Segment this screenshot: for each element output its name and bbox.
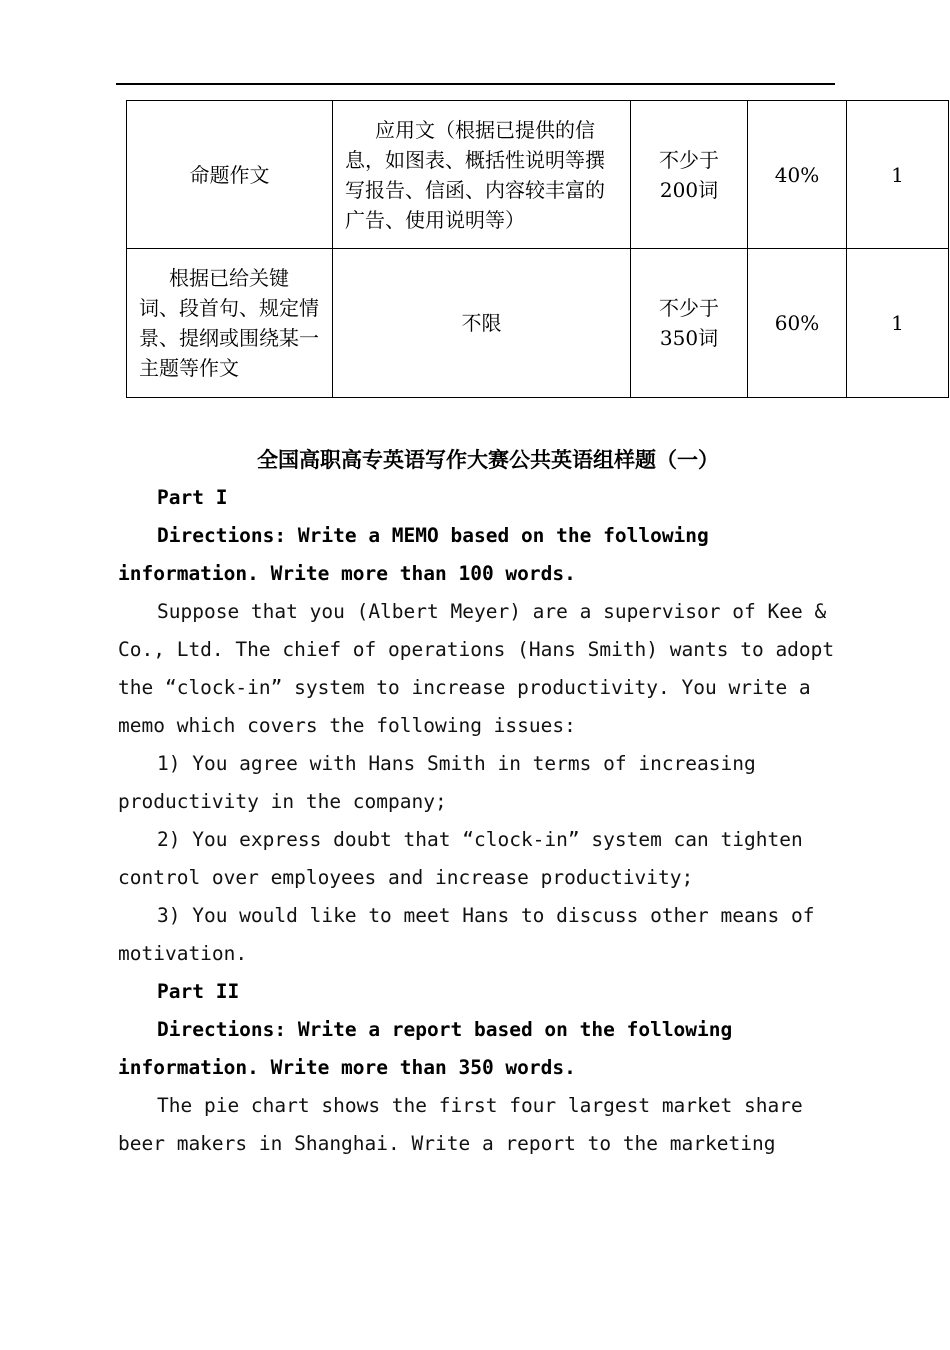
page-title: 全国高职高专英语写作大赛公共英语组样题（一） xyxy=(257,447,719,472)
table-cell-count: 1 xyxy=(847,101,949,249)
table-cell-type: 命题作文 xyxy=(127,101,333,249)
list-item: productivity in the company; xyxy=(118,790,447,813)
table-cell-detail: 应用文（根据已提供的信息，如图表、概括性说明等撰写报告、信函、内容较丰富的广告、使用说明等） xyxy=(333,101,631,249)
paragraph-line: the “clock-in” system to increase productivity. You write a xyxy=(118,676,811,699)
table-row xyxy=(127,101,949,249)
paragraph-line: The pie chart shows the first four largest market share xyxy=(157,1094,803,1117)
table-cell-length: 不少于200词 xyxy=(631,101,748,249)
table-cell-detail: 不限 xyxy=(333,249,631,398)
part1-directions: Directions: Write a MEMO based on the following xyxy=(157,524,709,547)
paragraph-line: Suppose that you (Albert Meyer) are a supervisor of Kee & xyxy=(157,600,827,623)
list-item: motivation. xyxy=(118,942,248,965)
part2-directions: information. Write more than 350 words. xyxy=(118,1056,576,1079)
list-item: 1) You agree with Hans Smith in terms of increasing xyxy=(157,752,756,775)
part2-heading: Part II xyxy=(157,980,240,1003)
part2-directions: Directions: Write a report based on the following xyxy=(157,1018,733,1041)
table-cell-type: 根据已给关键词、段首句、规定情景、提纲或围绕某一主题等作文 xyxy=(127,249,333,398)
table-cell-weight: 60% xyxy=(748,249,847,398)
header-rule xyxy=(116,83,835,85)
paragraph-line: beer makers in Shanghai. Write a report to the marketing xyxy=(118,1132,776,1155)
list-item: control over employees and increase productivity; xyxy=(118,866,694,889)
table-cell-weight: 40% xyxy=(748,101,847,249)
table-cell-count: 1 xyxy=(847,249,949,398)
list-item: 2) You express doubt that “clock-in” system can tighten xyxy=(157,828,803,851)
part1-directions: information. Write more than 100 words. xyxy=(118,562,576,585)
table-cell-length: 不少于350词 xyxy=(631,249,748,398)
table-row xyxy=(127,249,949,398)
requirements-table xyxy=(126,100,949,398)
paragraph-line: Co., Ltd. The chief of operations (Hans Smith) wants to adopt xyxy=(118,638,835,661)
list-item: 3) You would like to meet Hans to discuss other means of xyxy=(157,904,815,927)
part1-heading: Part I xyxy=(157,486,228,509)
paragraph-line: memo which covers the following issues: xyxy=(118,714,576,737)
